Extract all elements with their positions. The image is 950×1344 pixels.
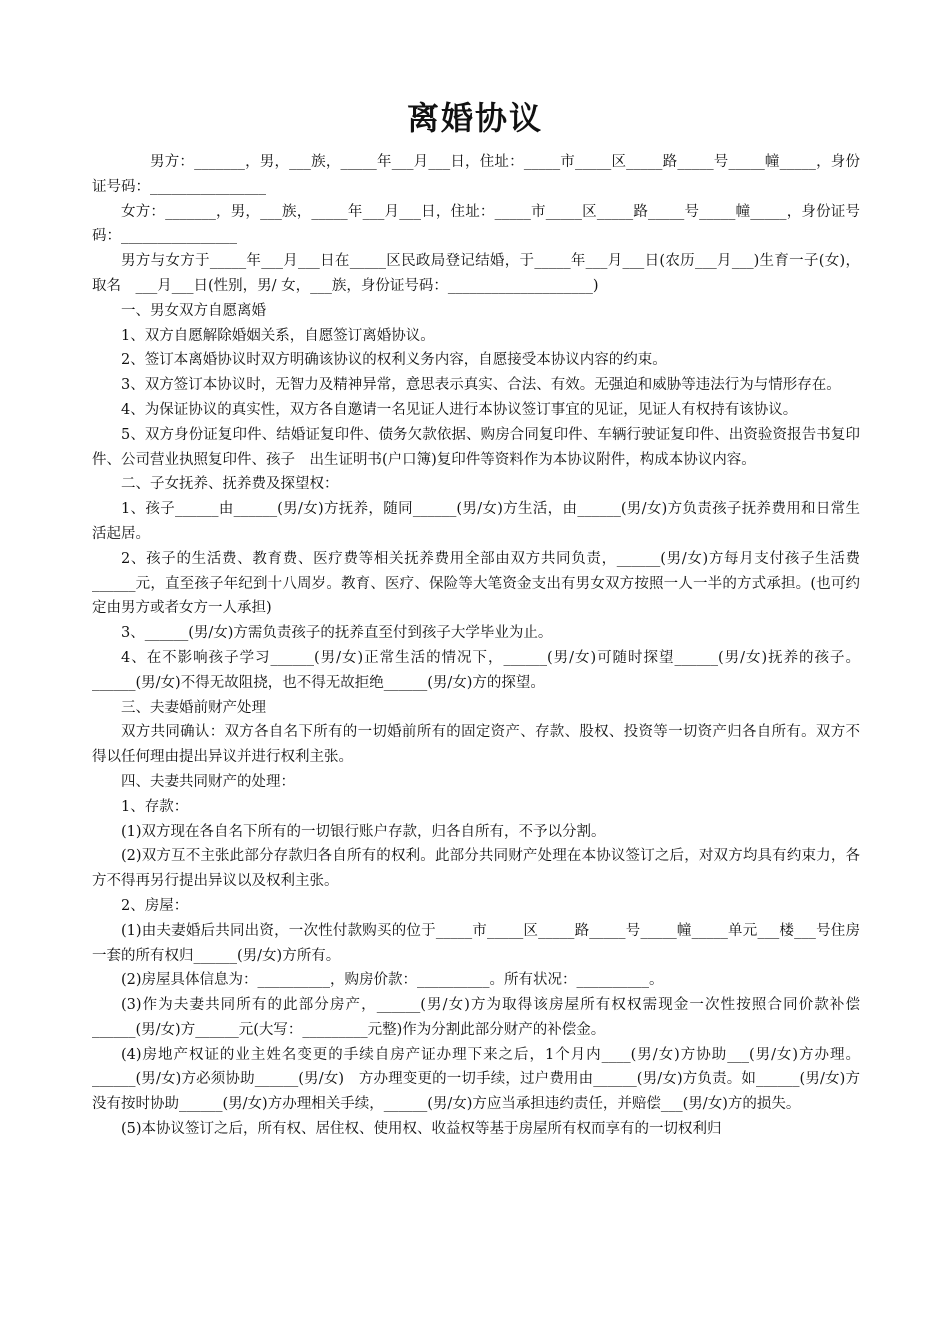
- paragraph: 4、为保证协议的真实性，双方各自邀请一名见证人进行本协议签订事宜的见证，见证人有权持有该协议。: [121, 401, 798, 418]
- section-heading-joint-property: 四、夫妻共同财产的处理：: [121, 773, 295, 790]
- paragraph: (1)由夫妻婚后共同出资，一次性付款购买的位于_____市_____区_____路_____号_____幢_____单元___楼___号住房一套的所有权归______(男/女)方所有。: [92, 922, 860, 964]
- paragraph: (4)房地产权证的业主姓名变更的手续自房产证办理下来之后，1个月内____(男/女)方协助___(男/女)方办理。______(男/女)方必须协助______(男/女) 方办理变更的一切手续，过户费用由______(男/女)方负责。如______(男/女)方没有按时协助______(男/女)方办理相关手续，______(男/女)方应当承担违约责任，并赔偿___(男/女)方的损失。: [92, 1046, 860, 1113]
- paragraph: 2、孩子的生活费、教育费、医疗费等相关抚养费用全部由双方共同负责，______(男/女)方每月支付孩子生活费______元，直至孩子年纪到十八周岁。教育、医疗、保险等大笔资金支出有男女双方按照一人一半的方式承担。(也可约定由男方或者女方一人承担): [92, 550, 860, 617]
- paragraph-marriage-registration: 男方与女方于_____年___月___日在_____区民政局登记结婚，于_____年___月___日(农历___月___)生育一子(女)，取名 ___月___日(性别，男/ 女，___族，身份证号码：____________________): [92, 253, 860, 294]
- paragraph: 3、双方签订本协议时，无智力及精神异常，意思表示真实、合法、有效。无强迫和威胁等违法行为与情形存在。: [121, 377, 841, 394]
- paragraph: 2、签订本离婚协议时双方明确该协议的权利义务内容，自愿接受本协议内容的约束。: [121, 352, 667, 369]
- paragraph: 4、在不影响孩子学习______(男/女)正常生活的情况下，______(男/女)可随时探望______(男/女)抚养的孩子。______(男/女)不得无故阻挠，也不得无故拒绝______(男/女)方的探望。: [92, 649, 860, 691]
- paragraph: (3)作为夫妻共同所有的此部分房产，______(男/女)方为取得该房屋所有权权需现金一次性按照合同价款补偿______(男/女)方______元(大写：_________元整)作为分割此部分财产的补偿金。: [92, 997, 860, 1038]
- section-heading-voluntary-divorce: 一、男女双方自愿离婚: [121, 302, 266, 319]
- document-title: 离婚协议: [406, 99, 543, 137]
- section-heading-child-custody: 二、子女抚养、抚养费及探望权：: [121, 476, 339, 493]
- paragraph-female-party-info: 女方：_______，男，___族，_____年___月___日，住址：_____市_____区_____路_____号_____幢_____，身份证号码：________________: [92, 203, 860, 245]
- document-body: [92, 150, 860, 1142]
- paragraph: 3、______(男/女)方需负责孩子的抚养直至付到孩子大学毕业为止。: [121, 625, 553, 642]
- paragraph: (2)房屋具体信息为：__________，购房价款：__________。所有状况：__________。: [121, 972, 664, 989]
- paragraph-male-party-info: 男方：_______，男，___族，_____年___月___日，住址：_____市_____区_____路_____号_____幢_____，身份证号码：________________: [92, 154, 860, 195]
- paragraph: 1、孩子______由______(男/女)方抚养，随同______(男/女)方生活，由______(男/女)方负责孩子抚养费用和日常生活起居。: [92, 501, 860, 542]
- subheading-housing: 2、房屋：: [121, 897, 189, 914]
- paragraph: (2)双方互不主张此部分存款归各自所有的权利。此部分共同财产处理在本协议签订之后，对双方均具有约束力，各方不得再另行提出异议以及权利主张。: [92, 848, 860, 890]
- paragraph: 1、双方自愿解除婚姻关系，自愿签订离婚协议。: [121, 327, 435, 344]
- subheading-deposits: 1、存款：: [121, 798, 189, 815]
- paragraph: (5)本协议签订之后，所有权、居住权、使用权、收益权等基于房屋所有权而享有的一切权利归: [121, 1121, 722, 1138]
- paragraph: 5、双方身份证复印件、结婚证复印件、债务欠款依据、购房合同复印件、车辆行驶证复印件、出资验资报告书复印件、公司营业执照复印件、孩子 出生证明书(户口簿)复印件等资料作为本协议附件，构成本协议内容。: [92, 426, 860, 468]
- paragraph: (1)双方现在各自名下所有的一切银行账户存款，归各自所有，不予以分割。: [121, 823, 606, 840]
- paragraph: 双方共同确认：双方各自名下所有的一切婚前所有的固定资产、存款、股权、投资等一切资产归各自所有。双方不得以任何理由提出异议并进行权利主张。: [92, 724, 860, 766]
- section-heading-premarital-property: 三、夫妻婚前财产处理: [121, 699, 266, 716]
